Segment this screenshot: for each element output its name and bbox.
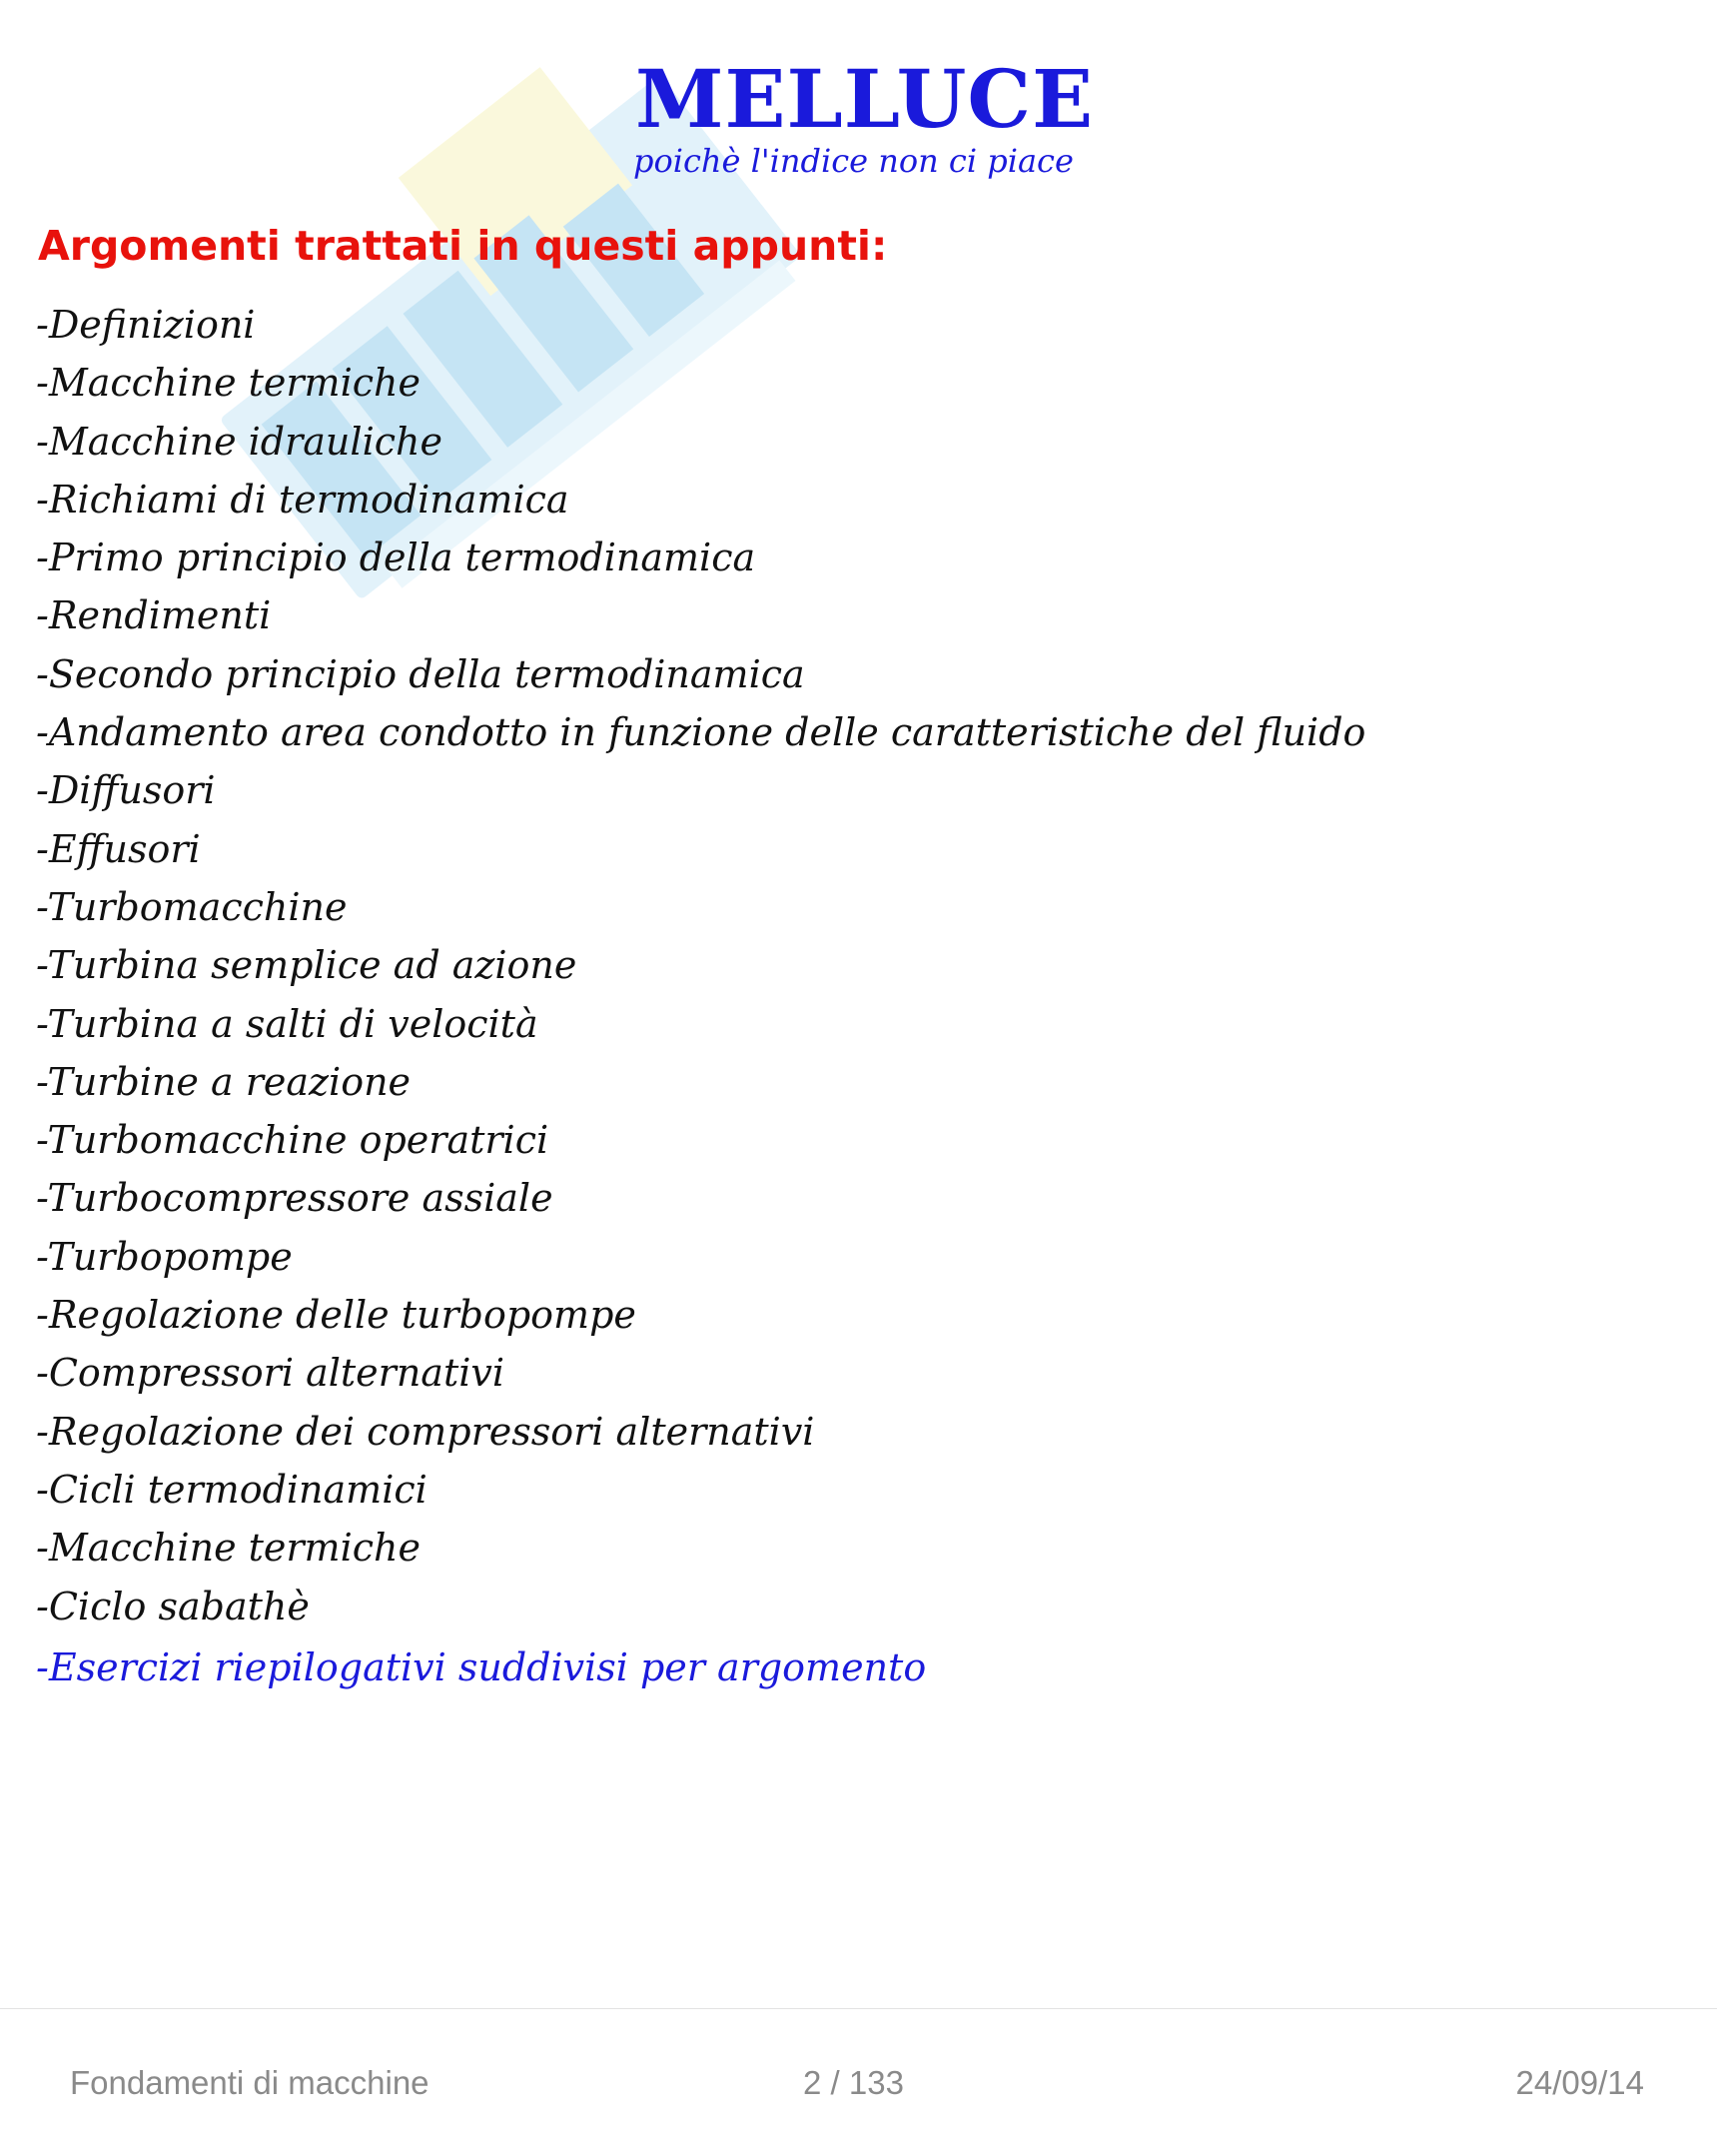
footer-divider bbox=[0, 2008, 1717, 2009]
list-item: -Turbopompe bbox=[36, 1234, 293, 1279]
list-item: -Primo principio della termodinamica bbox=[36, 536, 756, 580]
list-item: -Andamento area condotto in funzione delle caratteristiche del fluido bbox=[36, 710, 1366, 755]
list-item: -Regolazione delle turbopompe bbox=[36, 1293, 636, 1338]
page-subtitle: poichè l'indice non ci piace bbox=[633, 142, 1074, 180]
list-item: -Macchine termiche bbox=[36, 1526, 421, 1571]
list-item: -Turbomacchine operatrici bbox=[36, 1118, 549, 1163]
list-item-exercises: -Esercizi riepilogativi suddivisi per argomento bbox=[36, 1644, 927, 1689]
list-item: -Macchine termiche bbox=[36, 361, 421, 406]
footer-document-name: Fondamenti di macchine bbox=[70, 2064, 429, 2101]
list-item: -Secondo principio della termodinamica bbox=[36, 651, 805, 696]
list-item: -Definizioni bbox=[36, 303, 256, 347]
footer-page-indicator: 2 / 133 bbox=[803, 2064, 904, 2101]
list-item: -Turbina semplice ad azione bbox=[36, 943, 577, 988]
list-item: -Turbina a salti di velocità bbox=[36, 1001, 538, 1046]
section-heading: Argomenti trattati in questi appunti: bbox=[38, 222, 888, 270]
list-item: -Compressori alternativi bbox=[36, 1351, 504, 1396]
page-title: MELLUCE bbox=[635, 52, 1095, 146]
list-item: -Ciclo sabathè bbox=[36, 1584, 310, 1628]
list-item: -Diffusori bbox=[36, 768, 216, 813]
list-item: -Turbocompressore assiale bbox=[36, 1176, 553, 1221]
topic-list bbox=[36, 296, 1365, 1699]
list-item: -Effusori bbox=[36, 826, 201, 871]
footer-date: 24/09/14 bbox=[1515, 2064, 1644, 2101]
list-item: -Cicli termodinamici bbox=[36, 1467, 428, 1512]
list-item: -Rendimenti bbox=[36, 593, 272, 638]
list-item: -Turbomacchine bbox=[36, 884, 348, 929]
list-item: -Regolazione dei compressori alternativi bbox=[36, 1409, 815, 1454]
list-item: -Richiami di termodinamica bbox=[36, 477, 569, 522]
list-item: -Macchine idrauliche bbox=[36, 419, 442, 464]
list-item: -Turbine a reazione bbox=[36, 1059, 412, 1104]
